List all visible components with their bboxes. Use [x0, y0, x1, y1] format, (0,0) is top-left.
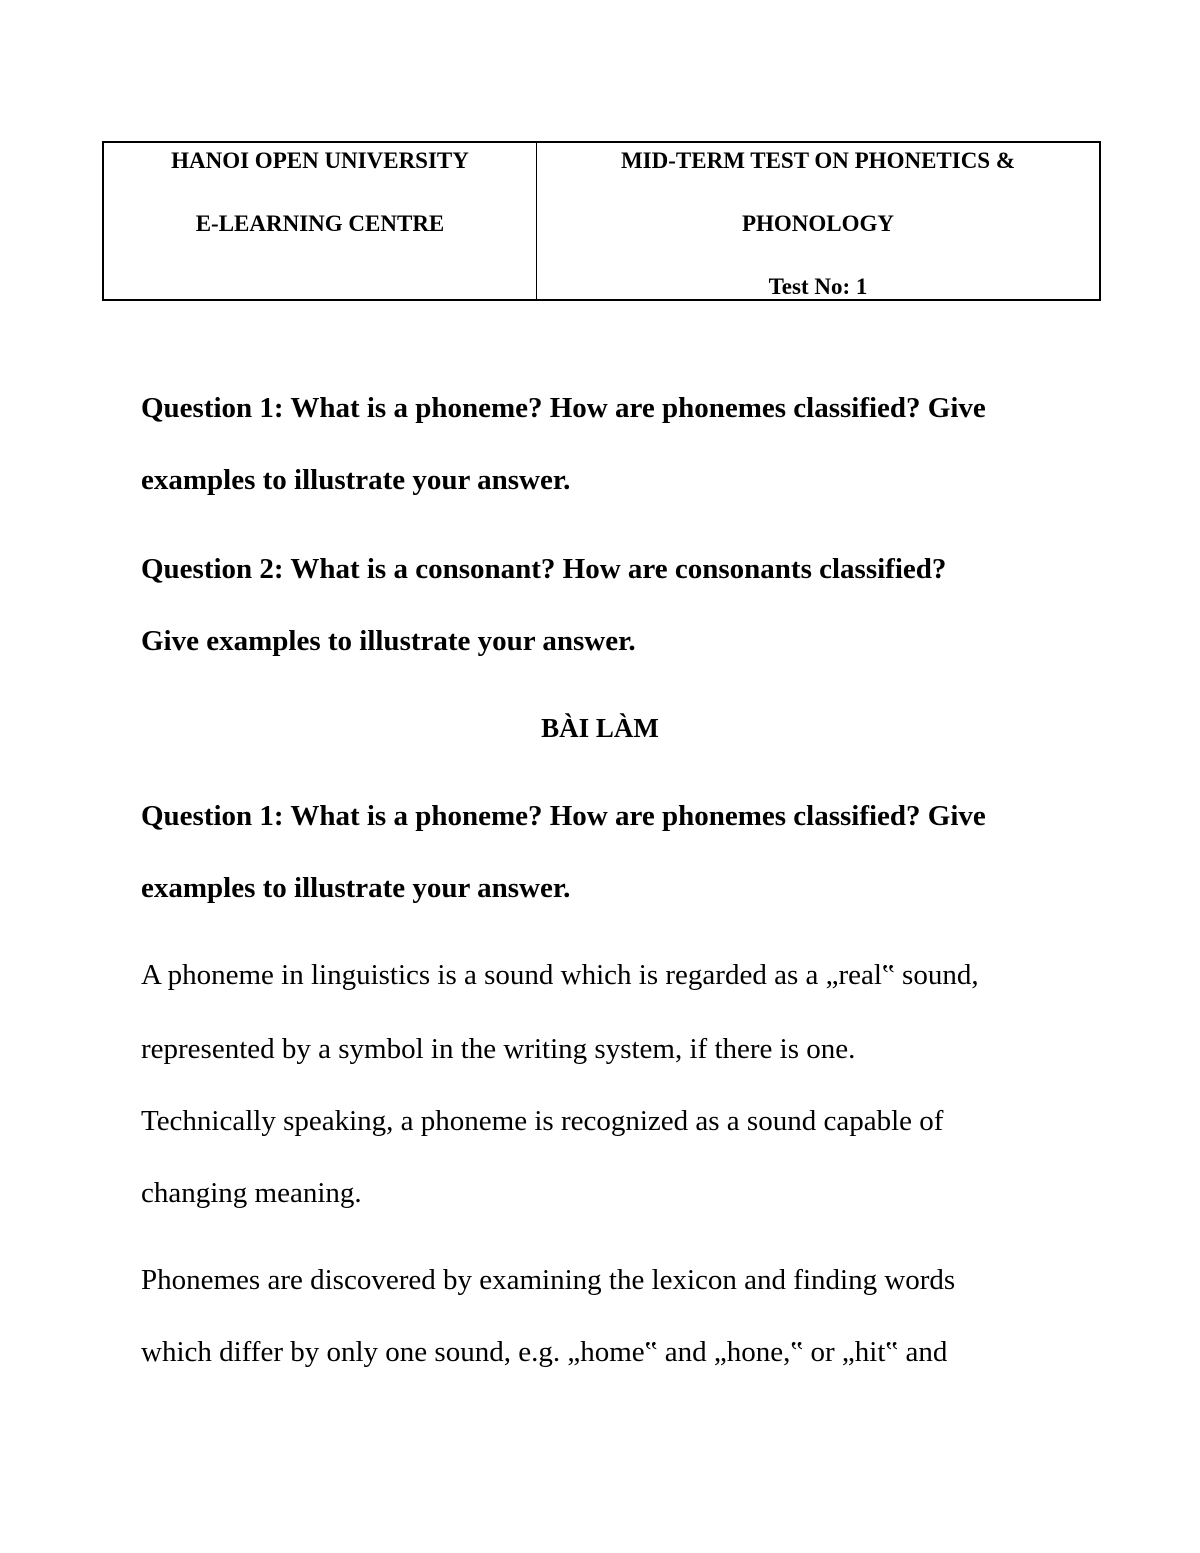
answer-paragraph-2-line2: which differ by only one sound, e.g. „home‟ and „hone,‟ or „hit‟ and [141, 1336, 948, 1368]
test-title-line2: PHONOLOGY [741, 211, 895, 236]
answer-question-1-line2: examples to illustrate your answer. [141, 872, 571, 904]
answer-paragraph-1-line1: A phoneme in linguistics is a sound which is regarded as a „real‟ sound, [141, 959, 979, 991]
question-2-line2: Give examples to illustrate your answer. [141, 625, 636, 657]
answer-paragraph-2-line1: Phonemes are discovered by examining the lexicon and finding words [141, 1264, 956, 1296]
answer-paragraph-1-line3: Technically speaking, a phoneme is recognized as a sound capable of [141, 1105, 944, 1137]
test-number: Test No: 1 [768, 274, 868, 299]
university-name: HANOI OPEN UNIVERSITY [171, 148, 469, 173]
header-test-cell [537, 143, 1099, 299]
header-institution-cell [104, 143, 537, 299]
answer-title: BÀI LÀM [541, 713, 659, 743]
question-1-line2: examples to illustrate your answer. [141, 464, 571, 496]
answer-paragraph-1-line4: changing meaning. [141, 1177, 362, 1209]
centre-name: E-LEARNING CENTRE [195, 211, 445, 236]
answer-question-1-line1: Question 1: What is a phoneme? How are phonemes classified? Give [141, 800, 986, 832]
question-2-line1: Question 2: What is a consonant? How are consonants classified? [141, 553, 947, 585]
answer-paragraph-1-line2: represented by a symbol in the writing system, if there is one. [141, 1033, 856, 1065]
test-title-line1: MID-TERM TEST ON PHONETICS & [620, 148, 1016, 173]
question-1-line1: Question 1: What is a phoneme? How are phonemes classified? Give [141, 392, 986, 424]
header-table [102, 141, 1101, 301]
